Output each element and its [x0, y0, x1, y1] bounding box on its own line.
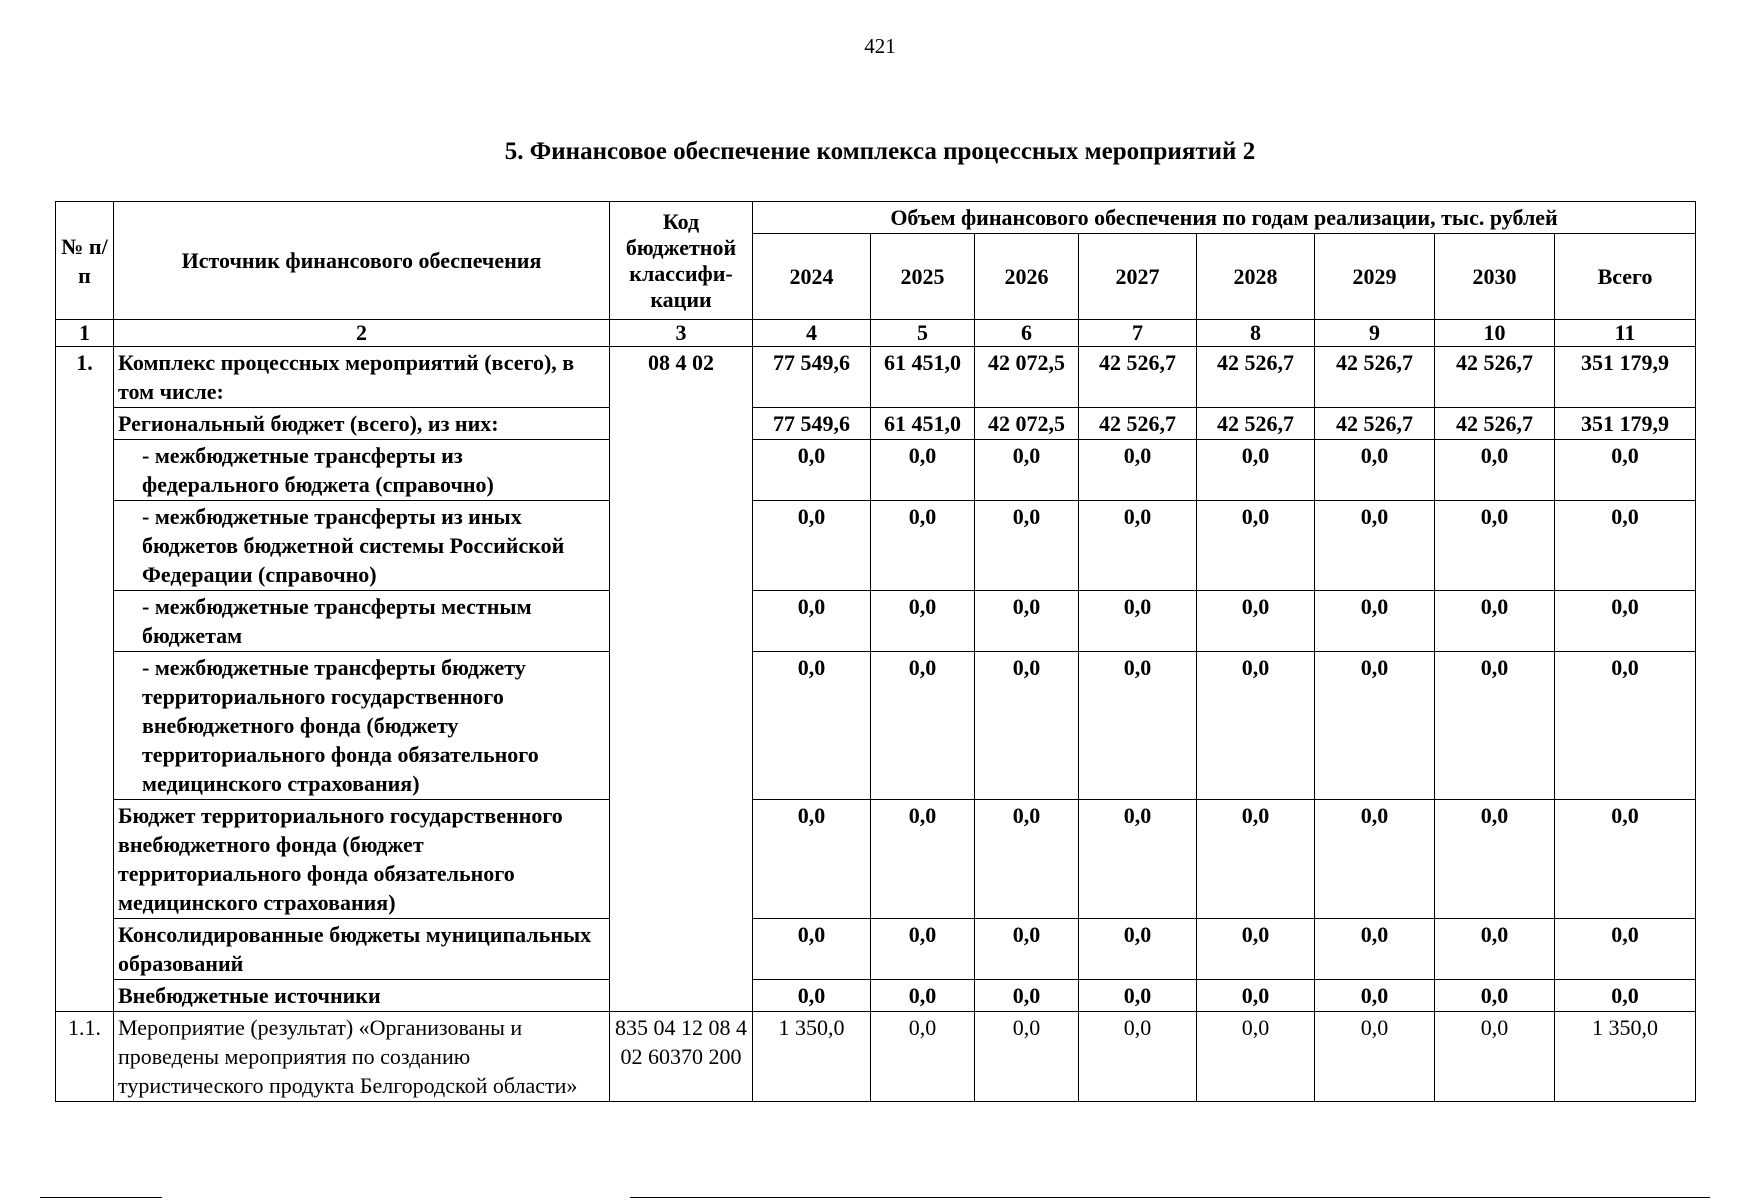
value-cell: 0,0	[975, 501, 1079, 591]
value-cell: 42 526,7	[1197, 408, 1315, 440]
value-cell: 0,0	[1197, 980, 1315, 1012]
value-cell: 0,0	[1315, 1012, 1435, 1102]
value-cell: 0,0	[871, 919, 975, 980]
value-cell: 0,0	[1435, 652, 1555, 800]
value-cell: 0,0	[871, 800, 975, 919]
source-cell: Комплекс процессных мероприятий (всего), в том числе:	[114, 347, 610, 408]
budget-code-cell: 835 04 12 08 4 02 60370 200	[610, 1012, 753, 1102]
header-volume: Объем финансового обеспечения по годам реализации, тыс. рублей	[753, 202, 1696, 234]
value-cell: 0,0	[975, 652, 1079, 800]
header-no: № п/п	[56, 202, 114, 320]
source-cell: Бюджет территориального государственного внебюджетного фонда (бюджет территориального фонда обязательного медицинского страхования)	[114, 800, 610, 919]
value-cell: 0,0	[1079, 440, 1197, 501]
value-cell: 0,0	[975, 800, 1079, 919]
value-cell: 0,0	[753, 440, 871, 501]
value-cell: 42 072,5	[975, 347, 1079, 408]
total-cell: 0,0	[1555, 980, 1696, 1012]
total-cell: 0,0	[1555, 501, 1696, 591]
header-total: Всего	[1555, 234, 1696, 320]
value-cell: 42 072,5	[975, 408, 1079, 440]
source-cell: Региональный бюджет (всего), из них:	[114, 408, 610, 440]
value-cell: 77 549,6	[753, 347, 871, 408]
table-row	[56, 800, 1696, 919]
value-cell: 0,0	[1315, 980, 1435, 1012]
value-cell: 0,0	[1315, 501, 1435, 591]
value-cell: 0,0	[1435, 501, 1555, 591]
table-row	[56, 440, 1696, 501]
value-cell: 0,0	[753, 591, 871, 652]
value-cell: 42 526,7	[1079, 347, 1197, 408]
table-row	[56, 591, 1696, 652]
source-cell: - межбюджетные трансферты из федерального бюджета (справочно)	[114, 440, 610, 501]
column-number: 5	[871, 320, 975, 347]
value-cell: 0,0	[1197, 1012, 1315, 1102]
source-cell: Внебюджетные источники	[114, 980, 610, 1012]
value-cell: 0,0	[871, 652, 975, 800]
column-number: 4	[753, 320, 871, 347]
column-number: 1	[56, 320, 114, 347]
value-cell: 0,0	[1197, 652, 1315, 800]
value-cell: 42 526,7	[1435, 347, 1555, 408]
value-cell: 0,0	[753, 919, 871, 980]
total-cell: 0,0	[1555, 440, 1696, 501]
header-year: 2024	[753, 234, 871, 320]
row-number: 1.1.	[56, 1012, 114, 1102]
source-cell: - межбюджетные трансферты бюджету территориального государственного внебюджетного фонда (бюджету территориального фонда обязательного медицинского страхования)	[114, 652, 610, 800]
source-cell: Консолидированные бюджеты муниципальных образований	[114, 919, 610, 980]
total-cell: 0,0	[1555, 800, 1696, 919]
section-title: 5. Финансовое обеспечение комплекса процессных мероприятий 2	[504, 138, 1256, 165]
value-cell: 0,0	[753, 501, 871, 591]
total-cell: 351 179,9	[1555, 408, 1696, 440]
source-cell: - межбюджетные трансферты местным бюджетам	[114, 591, 610, 652]
value-cell: 0,0	[871, 501, 975, 591]
table-row	[56, 408, 1696, 440]
footer-rule-right	[630, 1197, 1710, 1198]
value-cell: 0,0	[1079, 980, 1197, 1012]
source-cell: - межбюджетные трансферты из иных бюджетов бюджетной системы Российской Федерации (справочно)	[114, 501, 610, 591]
footer-rule-left	[40, 1197, 162, 1198]
value-cell: 0,0	[1197, 440, 1315, 501]
value-cell: 0,0	[1079, 800, 1197, 919]
value-cell: 42 526,7	[1315, 408, 1435, 440]
value-cell: 0,0	[975, 919, 1079, 980]
header-year: 2025	[871, 234, 975, 320]
table-row	[56, 919, 1696, 980]
value-cell: 0,0	[975, 980, 1079, 1012]
table-row	[56, 501, 1696, 591]
value-cell: 77 549,6	[753, 408, 871, 440]
header-year: 2030	[1435, 234, 1555, 320]
value-cell: 0,0	[1079, 501, 1197, 591]
value-cell: 0,0	[1197, 501, 1315, 591]
total-cell: 351 179,9	[1555, 347, 1696, 408]
total-cell: 0,0	[1555, 652, 1696, 800]
value-cell: 0,0	[1435, 980, 1555, 1012]
value-cell: 0,0	[1435, 1012, 1555, 1102]
table-row	[56, 1012, 1696, 1102]
column-number: 9	[1315, 320, 1435, 347]
value-cell: 0,0	[975, 1012, 1079, 1102]
value-cell: 0,0	[1197, 919, 1315, 980]
value-cell: 0,0	[1079, 652, 1197, 800]
value-cell: 0,0	[1079, 591, 1197, 652]
value-cell: 0,0	[871, 591, 975, 652]
budget-code-cell: 08 4 02	[610, 347, 753, 1012]
value-cell: 0,0	[1315, 440, 1435, 501]
column-number: 10	[1435, 320, 1555, 347]
value-cell: 0,0	[871, 1012, 975, 1102]
page-number: 421	[864, 34, 896, 58]
column-number: 3	[610, 320, 753, 347]
value-cell: 42 526,7	[1079, 408, 1197, 440]
value-cell: 0,0	[753, 800, 871, 919]
financing-table	[55, 201, 1696, 1102]
header-year: 2029	[1315, 234, 1435, 320]
header-year: 2028	[1197, 234, 1315, 320]
value-cell: 0,0	[753, 652, 871, 800]
column-number: 7	[1079, 320, 1197, 347]
column-number-row	[56, 320, 1696, 347]
column-number: 8	[1197, 320, 1315, 347]
header-year: 2027	[1079, 234, 1197, 320]
value-cell: 0,0	[1435, 591, 1555, 652]
value-cell: 0,0	[1315, 591, 1435, 652]
value-cell: 0,0	[975, 440, 1079, 501]
value-cell: 0,0	[1079, 919, 1197, 980]
value-cell: 0,0	[1315, 919, 1435, 980]
value-cell: 42 526,7	[1197, 347, 1315, 408]
value-cell: 0,0	[1079, 1012, 1197, 1102]
value-cell: 42 526,7	[1435, 408, 1555, 440]
header-year: 2026	[975, 234, 1079, 320]
column-number: 11	[1555, 320, 1696, 347]
value-cell: 0,0	[1435, 800, 1555, 919]
value-cell: 0,0	[753, 980, 871, 1012]
value-cell: 1 350,0	[753, 1012, 871, 1102]
value-cell: 0,0	[1197, 800, 1315, 919]
value-cell: 0,0	[871, 980, 975, 1012]
total-cell: 1 350,0	[1555, 1012, 1696, 1102]
value-cell: 61 451,0	[871, 408, 975, 440]
table-row	[56, 652, 1696, 800]
value-cell: 0,0	[1315, 652, 1435, 800]
column-number: 6	[975, 320, 1079, 347]
source-cell: Мероприятие (результат) «Организованы и проведены мероприятия по созданию туристического продукта Белгородской области»	[114, 1012, 610, 1102]
table-row	[56, 980, 1696, 1012]
header-code: Код бюджетной классифи-кации	[610, 202, 753, 320]
value-cell: 0,0	[1435, 919, 1555, 980]
row-number: 1.	[56, 347, 114, 1012]
value-cell: 0,0	[1315, 800, 1435, 919]
total-cell: 0,0	[1555, 591, 1696, 652]
value-cell: 0,0	[871, 440, 975, 501]
value-cell: 0,0	[975, 591, 1079, 652]
value-cell: 42 526,7	[1315, 347, 1435, 408]
value-cell: 0,0	[1197, 591, 1315, 652]
header-source: Источник финансового обеспечения	[114, 202, 610, 320]
column-number: 2	[114, 320, 610, 347]
value-cell: 0,0	[1435, 440, 1555, 501]
total-cell: 0,0	[1555, 919, 1696, 980]
table-row	[56, 347, 1696, 408]
value-cell: 61 451,0	[871, 347, 975, 408]
